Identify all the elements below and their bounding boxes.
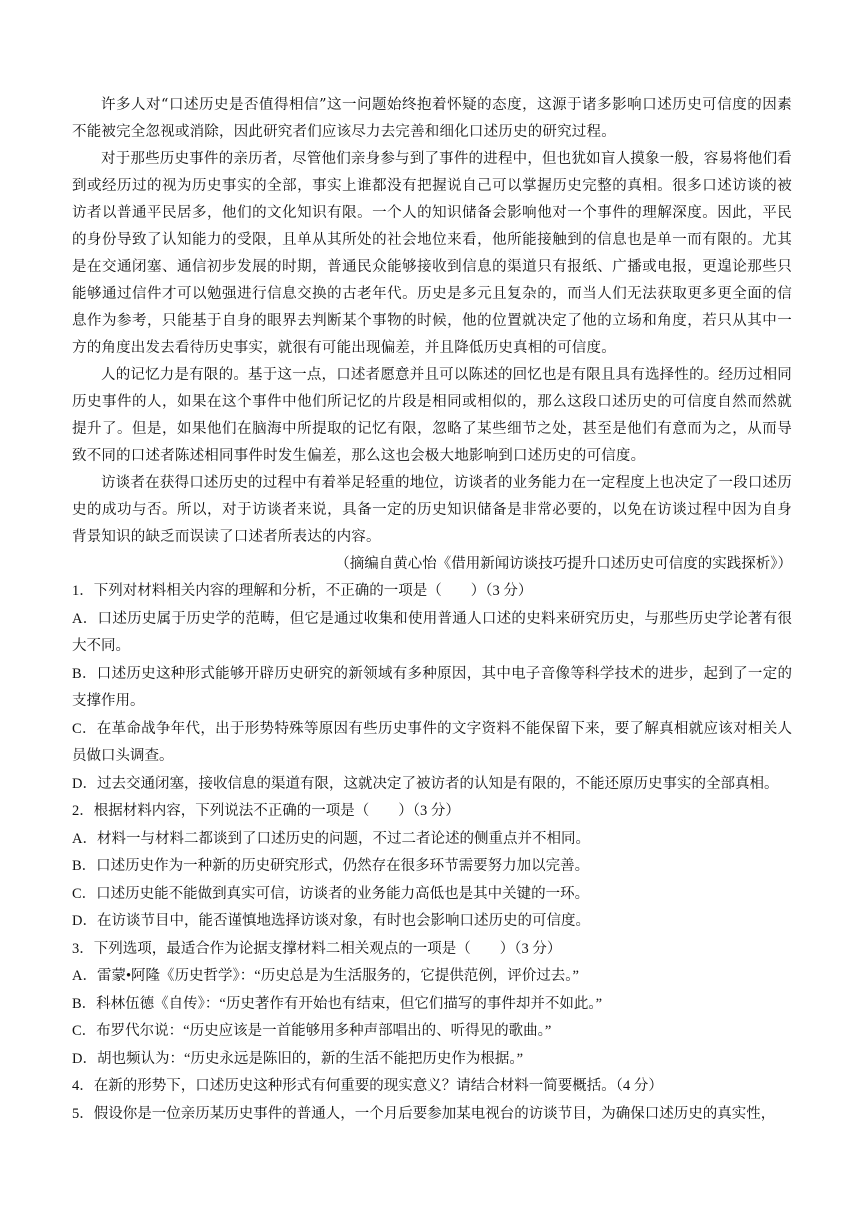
question-3-option-d: D．胡也频认为：“历史永远是陈旧的，新的生活不能把历史作为根据。” xyxy=(72,1050,524,1067)
passage-paragraph-4: 访谈者在获得口述历史的过程中有着举足轻重的地位，访谈者的业务能力在一定程度上也决定了一段口述历史的成功与否。所以，对于访谈者来说，具备一定的历史知识储备是非常必要的，以免在访谈过程中因为自身背景知识的缺乏而误读了口述者所表达的内容。 xyxy=(72,475,792,545)
question-3-option-c: C．布罗代尔说：“历史应该是一首能够用多种声部唱出的、听得见的歌曲。” xyxy=(72,1023,552,1039)
question-1-option-d: D．过去交通闭塞，接收信息的渠道有限，这就决定了被访者的认知是有限的，不能还原历史事实的全部真相。 xyxy=(72,775,779,792)
question-3-stem: 3．下列选项，最适合作为论据支撑材料二相关观点的一项是（ ）（3 分） xyxy=(72,940,562,957)
question-2 xyxy=(72,798,792,936)
passage-paragraph-1: 许多人对“口述历史是否值得相信”这一问题始终抱着怀疑的态度，这源于诸多影响口述历史可信度的因素不能被完全忽视或消除，因此研究者们应该尽力去完善和细化口述历史的研究过程。 xyxy=(72,97,792,140)
question-2-option-a: A．材料一与材料二都谈到了口述历史的问题，不过二者论述的侧重点并不相同。 xyxy=(72,830,590,847)
passage-paragraph-2: 对于那些历史事件的亲历者，尽管他们亲身参与到了事件的进程中，但也犹如盲人摸象一般，容易将他们看到或经历过的视为历史事实的全部，事实上谁都没有把握说自己可以掌握历史完整的真相。很多口述访谈的被访者以普通平民居多，他们的文化知识有限。一个人的知识储备会影响他对一个事件的理解深度。因此，平民的身份导致了认知能力的受限，且单从其所处的社会地位来看，他所能接触到的信息也是单一而有限的。尤其是在交通闭塞、通信初步发展的时期，普通民众能够接收到信息的渠道只有报纸、广播或电报，更遑论那些只能够通过信件才可以勉强进行信息交换的古老年代。历史是多元且复杂的，而当人们无法获取更多更全面的信息作为参考，只能基于自身的眼界去判断某个事物的时候，他的位置就决定了他的立场和角度，若只从其中一方的角度出发去看待历史事实，就很有可能出现偏差，并且降低历史真相的可信度。 xyxy=(72,151,792,356)
question-2-option-c: C．口述历史能不能做到真实可信，访谈者的业务能力高低也是其中关键的一环。 xyxy=(72,885,590,902)
question-1-option-c: C．在革命战争年代，出于形势特殊等原因有些历史事件的文字资料不能保留下来，要了解真相就应该对相关人员做口头调查。 xyxy=(72,720,792,764)
passage-source-citation: （摘编自黄心怡《借用新闻访谈技巧提升口述历史可信度的实践探析》） xyxy=(335,556,792,572)
question-5-stem: 5．假设你是一位亲历某历史事件的普通人，一个月后要参加某电视台的访谈节目，为确保口述历史的真实性， xyxy=(72,1105,776,1122)
question-3 xyxy=(72,936,792,1074)
question-2-stem: 2．根据材料内容，下列说法不正确的一项是（ ）（3 分） xyxy=(72,803,460,819)
question-3-option-b: B．科林伍德《自传》：“历史著作有开始也有结束，但它们描写的事件却并不如此。” xyxy=(72,995,603,1012)
question-2-option-d: D．在访谈节目中，能否谨慎地选择访谈对象，有时也会影响口述历史的可信度。 xyxy=(72,913,590,929)
question-3-option-a: A．雷蒙•阿隆《历史哲学》：“历史总是为生活服务的，它提供范例，评价过去。” xyxy=(72,968,579,984)
question-4 xyxy=(72,1073,792,1101)
question-1-option-a: A．口述历史属于历史学的范畴，但它是通过收集和使用普通人口述的史料来研究历史，与那些历史学论著有很大不同。 xyxy=(72,610,792,654)
reading-passage xyxy=(72,92,792,578)
question-1-option-b: B．口述历史这种形式能够开辟历史研究的新领域有多种原因，其中电子音像等科学技术的进步，起到了一定的支撑作用。 xyxy=(72,665,792,709)
question-5 xyxy=(72,1101,792,1129)
question-2-option-b: B．口述历史作为一种新的历史研究形式，仍然存在很多环节需要努力加以完善。 xyxy=(72,858,590,874)
question-4-stem: 4．在新的形势下，口述历史这种形式有何重要的现实意义？请结合材料一简要概括。（4 分） xyxy=(72,1078,663,1094)
question-1-stem: 1．下列对材料相关内容的理解和分析，不正确的一项是（ ）（3 分） xyxy=(72,583,533,599)
passage-paragraph-3: 人的记忆力是有限的。基于这一点，口述者愿意并且可以陈述的回忆也是有限且具有选择性的。经历过相同历史事件的人，如果在这个事件中他们所记忆的片段是相同或相似的，那么这段口述历史的可信度自然而然就提升了。但是，如果他们在脑海中所提取的记忆有限，忽略了某些细节之处，甚至是他们有意而为之，从而导致不同的口述者陈述相同事件时发生偏差，那么这也会极大地影响到口述历史的可信度。 xyxy=(72,367,792,464)
question-1 xyxy=(72,578,792,798)
exam-page xyxy=(72,92,792,1128)
